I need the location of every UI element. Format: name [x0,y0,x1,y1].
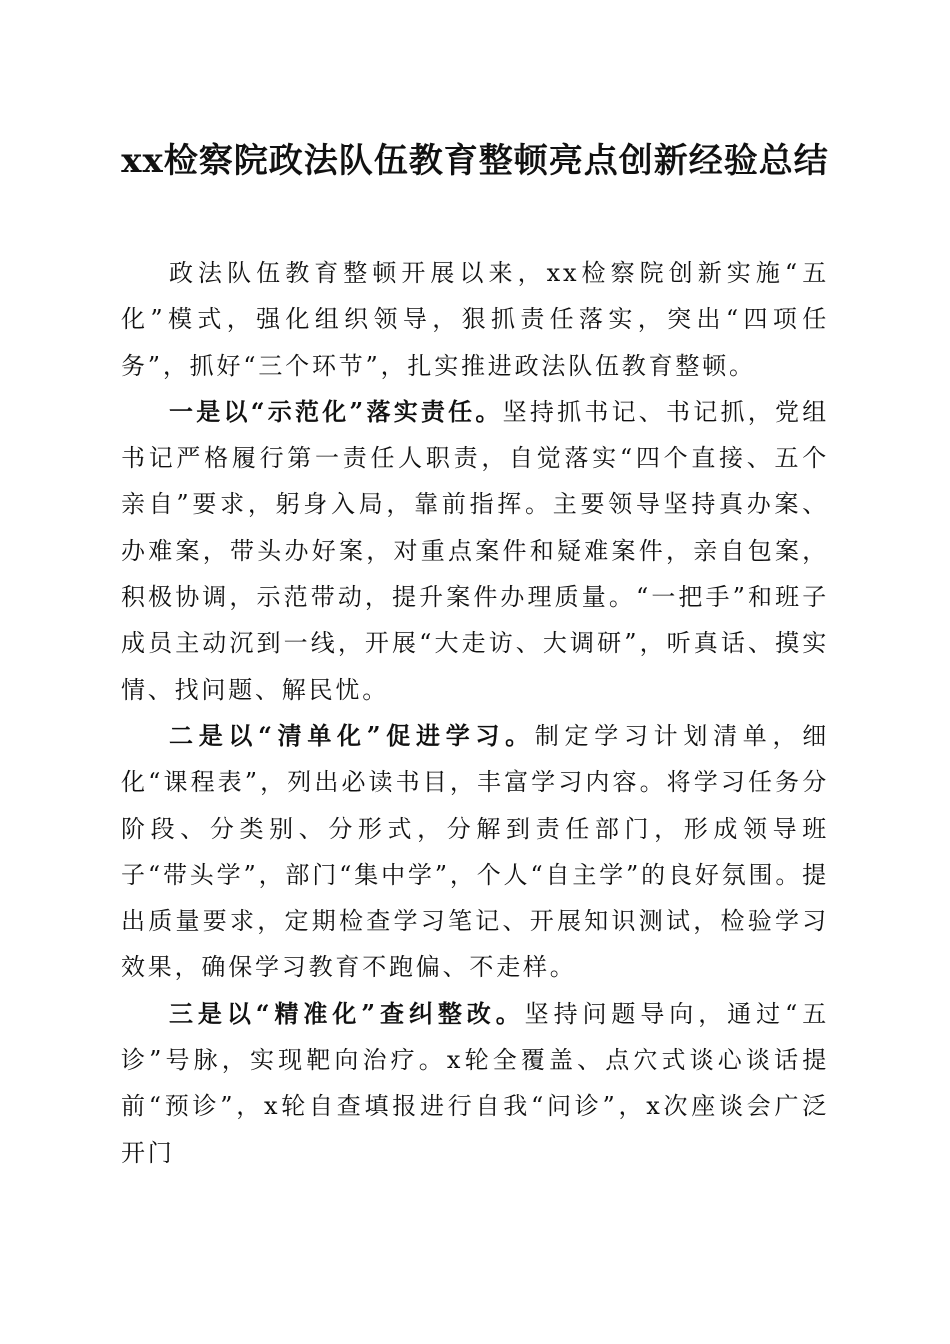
document-title: xx检察院政法队伍教育整顿亮点创新经验总结 [121,141,829,181]
paragraph-text: 坚持问题导向，通过“五诊”号脉，实现靶向治疗。x轮全覆盖、点穴式谈心谈话提前“预诊”，x轮自查填报进行自我“问诊”，x次座谈会广泛开门 [121,999,829,1167]
document-body [121,250,829,1176]
paragraph-text: 政法队伍教育整顿开展以来，xx检察院创新实施“五化”模式，强化组织领导，狠抓责任落实，突出“四项任务”，抓好“三个环节”，扎实推进政法队伍教育整顿。 [121,259,829,380]
paragraph-text: 坚持抓书记、书记抓，党组书记严格履行第一责任人职责，自觉落实“四个直接、五个亲自”要求，躬身入局，靠前指挥。主要领导坚持真办案、办难案，带头办好案，对重点案件和疑难案件，亲自包案，积极协调，示范带动，提升案件办理质量。“一把手”和班子成员主动沉到一线，开展“大走访、大调研”，听真话、摸实情、找问题、解民忧。 [121,397,829,704]
paragraph-lead: 三是以“精准化”查纠整改。 [169,998,525,1028]
paragraph-3 [121,991,829,1176]
intro-paragraph [121,250,829,389]
paragraph-2 [121,713,829,991]
paragraph-lead: 一是以“示范化”落实责任。 [169,396,503,426]
paragraph-lead: 二是以“清单化”促进学习。 [169,720,535,750]
paragraph-1 [121,389,829,713]
paragraph-text: 制定学习计划清单，细化“课程表”，列出必读书目，丰富学习内容。将学习任务分阶段、分类别、分形式，分解到责任部门，形成领导班子“带头学”，部门“集中学”，个人“自主学”的良好氛围。提出质量要求，定期检查学习笔记、开展知识测试，检验学习效果，确保学习教育不跑偏、不走样。 [121,721,830,982]
